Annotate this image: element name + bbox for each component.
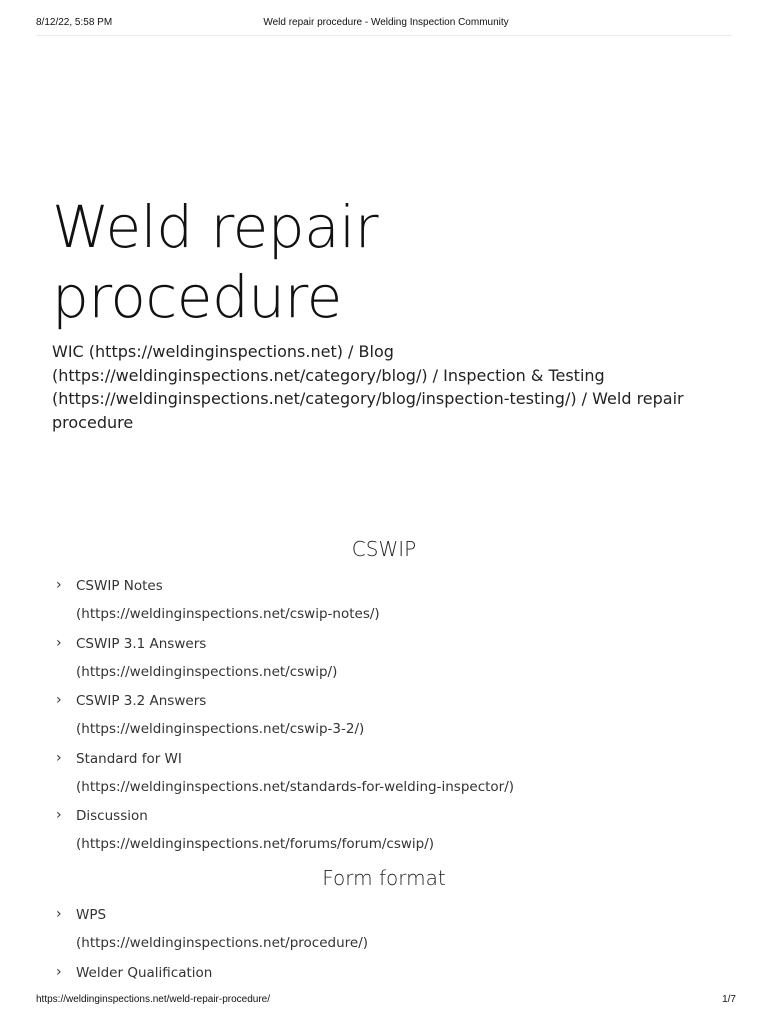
chevron-right-icon: › [56,906,62,922]
form-format-section-title: Form format [322,866,446,890]
breadcrumb [52,340,712,434]
list-item-url[interactable]: (https://weldinginspections.net/cswip-3-2/) [76,721,365,737]
list-item-url[interactable]: (https://weldinginspections.net/forums/forum/cswip/) [76,836,435,852]
chevron-right-icon: › [56,634,62,651]
list-item-label[interactable]: Standard for WI [76,750,182,767]
list-item-url[interactable]: (https://weldinginspections.net/standards-for-welding-inspector/) [76,778,515,795]
cswip-section-title: CSWIP [351,537,417,561]
list-item-url[interactable]: (https://weldinginspections.net/procedure/) [76,935,369,951]
list-item-url[interactable]: (https://weldinginspections.net/cswip-notes/) [76,606,380,622]
header-divider [36,35,732,36]
chevron-right-icon: › [56,963,62,980]
page-title: Weld repair procedure [52,193,379,331]
print-header [36,17,736,31]
print-datetime: 8/12/22, 5:58 PM [36,17,113,28]
list-item[interactable] [56,576,514,634]
breadcrumb-text[interactable]: WIC (https://weldinginspections.net) / Blog (https://weldinginspections.net/category/blog/) / Inspection & Testing (https://weldinginspections.net/category/blog/inspection-testing/) / Weld repair procedure [52,342,684,432]
list-item[interactable] [56,806,514,864]
list-item[interactable] [56,963,368,1021]
print-page-url: https://weldinginspections.net/weld-repair-procedure/ [36,994,271,1005]
list-item-label[interactable]: CSWIP 3.1 Answers [76,635,207,652]
list-item[interactable] [56,749,514,807]
list-item-label[interactable]: CSWIP Notes [76,578,163,594]
print-page-number: 1/7 [722,994,736,1005]
list-item-url[interactable]: (https://weldinginspections.net/cswip/) [76,663,338,680]
chevron-right-icon: › [56,807,62,823]
print-document-title: Weld repair procedure - Welding Inspection Community [263,17,509,28]
list-item-label[interactable]: Welder Qualification [76,964,213,981]
list-item-label[interactable]: Discussion [76,808,148,824]
list-item-label[interactable]: CSWIP 3.2 Answers [76,693,207,709]
chevron-right-icon: › [56,577,62,593]
print-footer [36,994,736,1008]
list-item-label[interactable]: WPS [76,907,107,923]
chevron-right-icon: › [56,749,62,766]
list-item[interactable] [56,905,368,963]
cswip-link-list [56,576,514,864]
list-item[interactable] [56,634,514,692]
chevron-right-icon: › [56,692,62,708]
list-item[interactable] [56,691,514,749]
